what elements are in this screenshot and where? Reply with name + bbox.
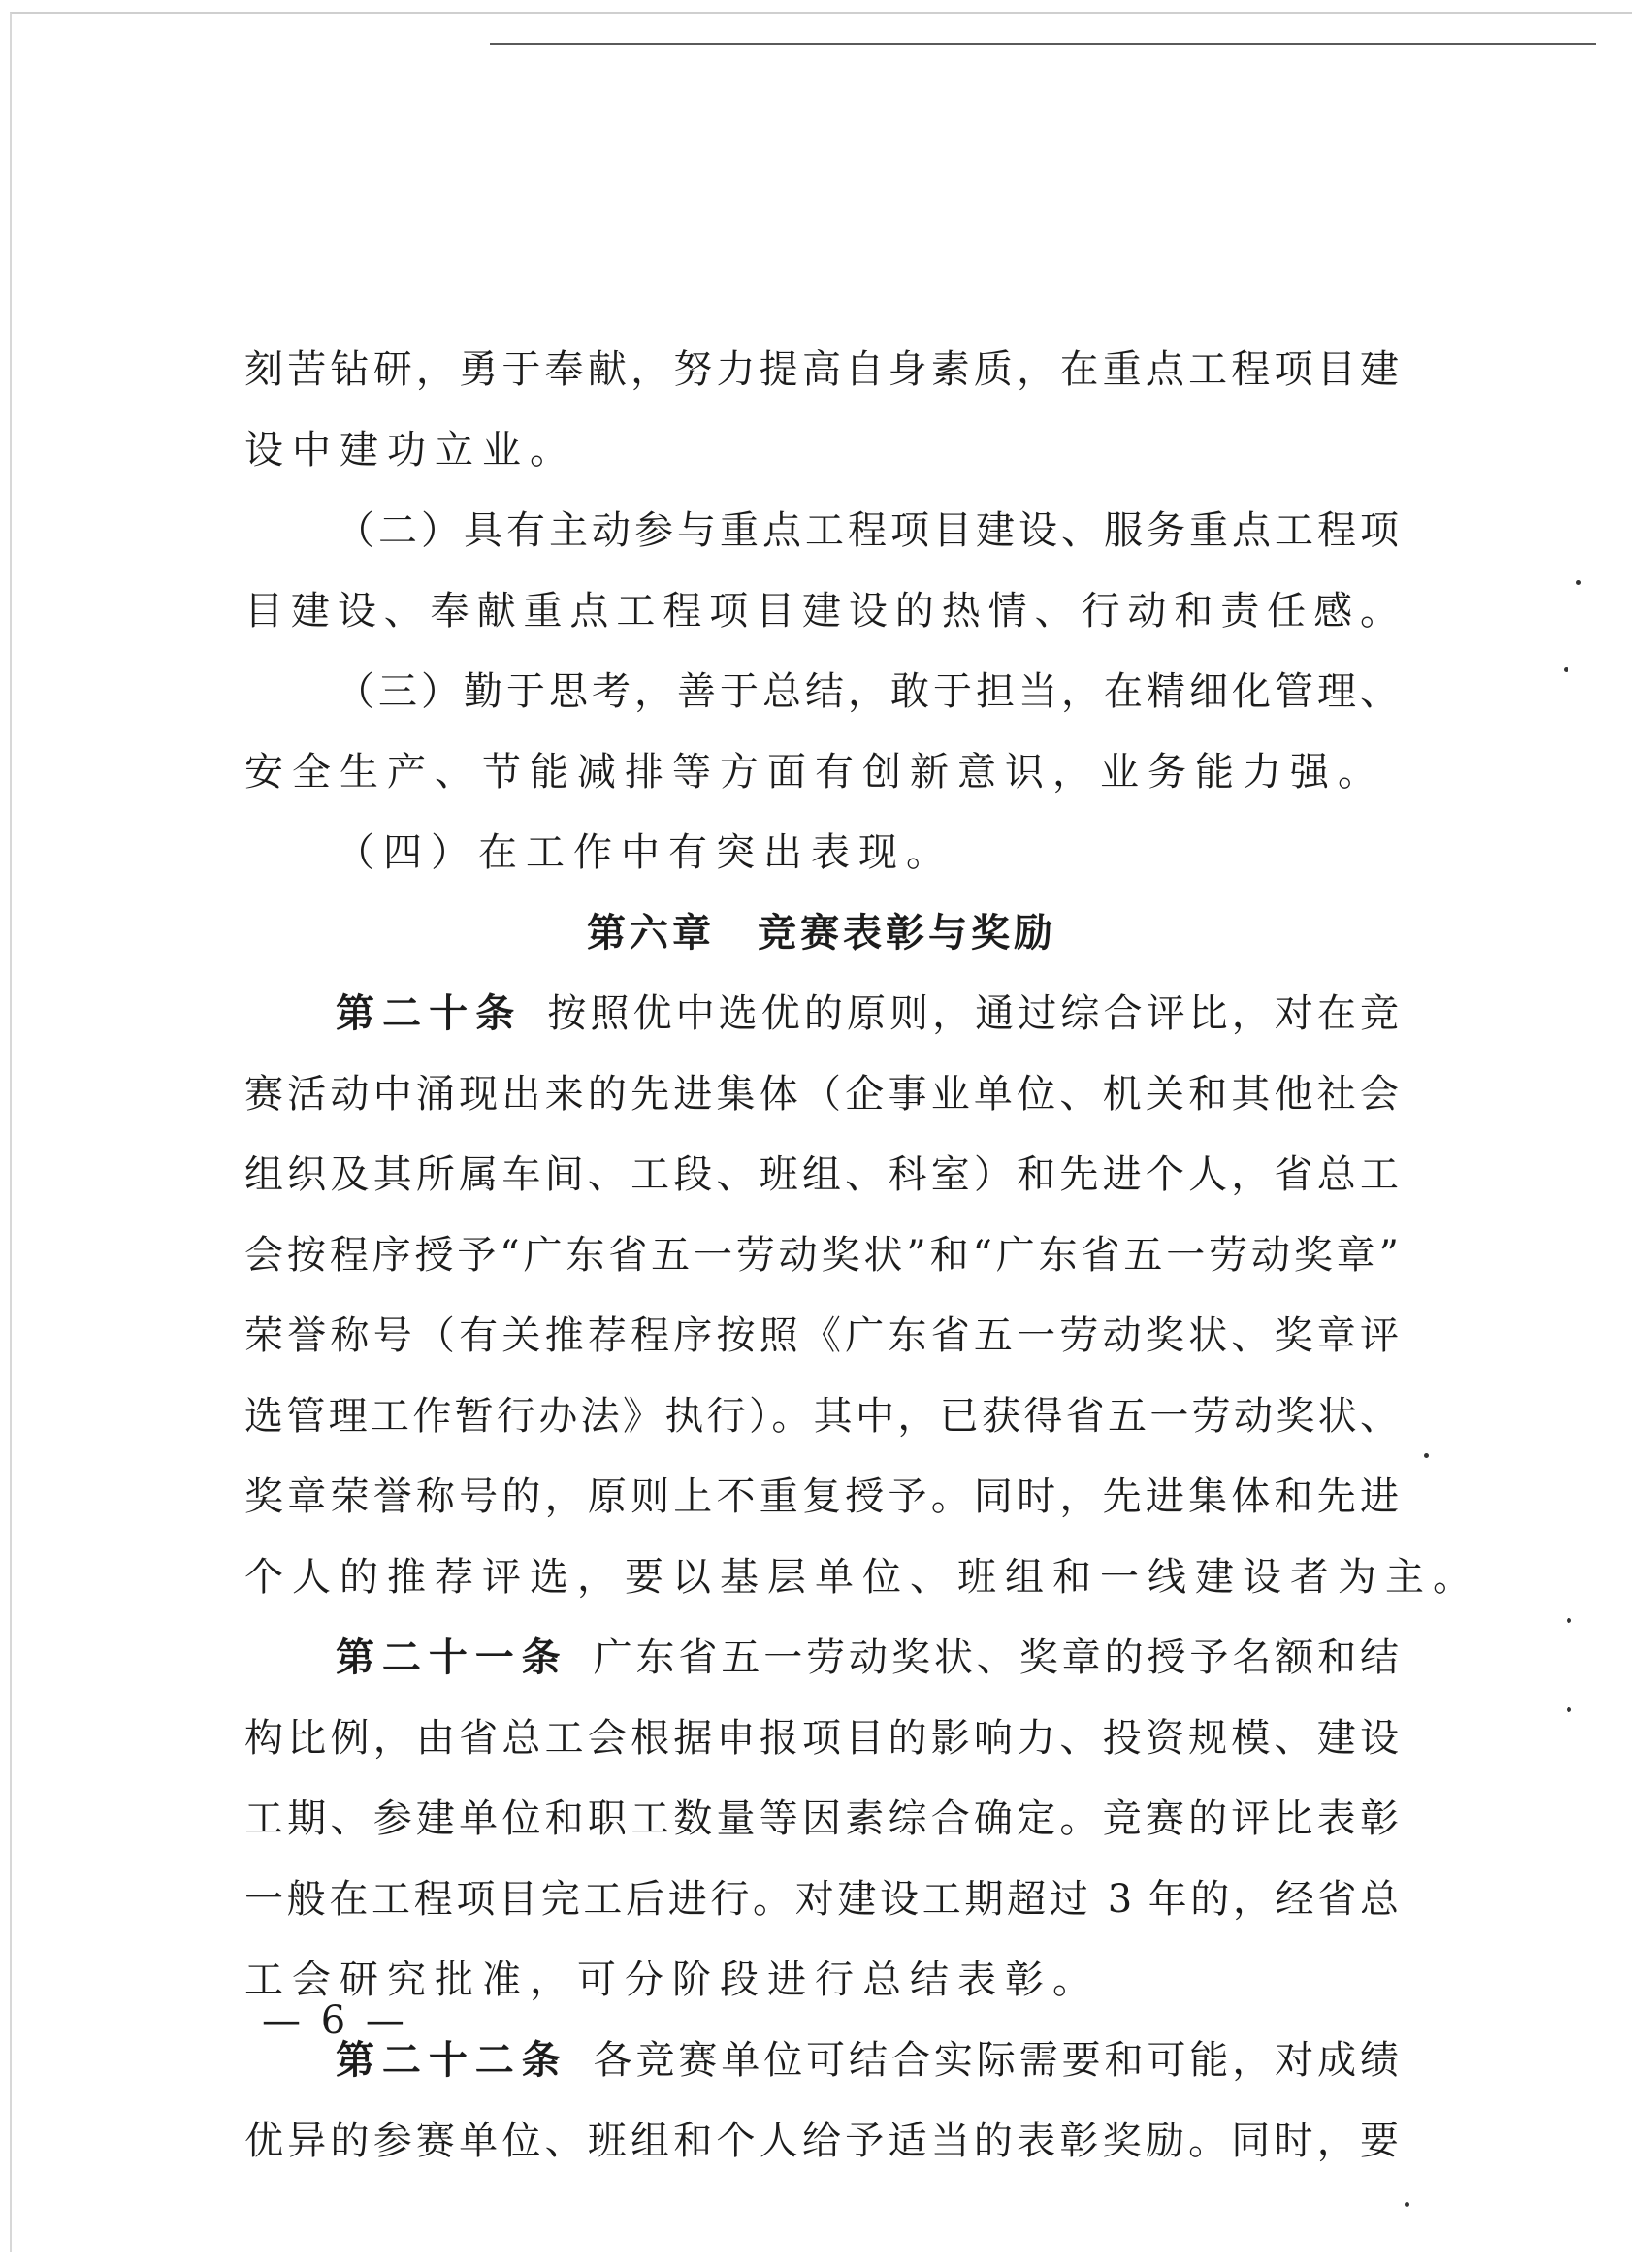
item-three: （三）勤于思考，善于总结，敢于担当，在精细化管理、: [336, 669, 1399, 714]
document-body: [244, 330, 1480, 2182]
article-20-label: 第二十条: [336, 991, 523, 1036]
text-line: 组织及其所属车间、工段、班组、科室）和先进个人，省总工: [244, 1152, 1399, 1197]
article-22-text: 各竞赛单位可结合实际需要和可能，对成绩: [593, 2038, 1400, 2083]
item-four: （四）在工作中有突出表现。: [336, 830, 954, 875]
article-21-label: 第二十一条: [336, 1636, 568, 1680]
scan-speck: [1405, 2202, 1409, 2207]
text-line: 选管理工作暂行办法》执行）。其中，已获得省五一劳动奖状、: [244, 1394, 1399, 1439]
text-line: 荣誉称号（有关推荐程序按照《广东省五一劳动奖状、奖章评: [244, 1313, 1399, 1358]
text-line: 一般在工程项目完工后进行。对建设工期超过 3 年的，经省总: [244, 1877, 1399, 1922]
text-line: 奖章荣誉称号的，原则上不重复授予。同时，先进集体和先进: [244, 1474, 1399, 1519]
scan-speck: [1424, 1453, 1429, 1458]
text-line: 会按程序授予“广东省五一劳动奖状”和“广东省五一劳动奖章”: [244, 1233, 1399, 1278]
scan-speck: [1564, 667, 1568, 672]
article-21-first-line: [244, 1618, 1399, 1699]
text-line: 设中建功立业。: [244, 428, 577, 472]
article-22-first-line: [244, 2021, 1399, 2101]
text-line: 个人的推荐评选，要以基层单位、班组和一线建设者为主。: [244, 1555, 1480, 1600]
article-20-text: 按照优中选优的原则，通过综合评比，对在竞: [547, 991, 1400, 1036]
article-21-text: 广东省五一劳动奖状、奖章的授予名额和结: [593, 1636, 1400, 1680]
text-line: 赛活动中涌现出来的先进集体（企事业单位、机关和其他社会: [244, 1072, 1399, 1117]
scan-speck: [1567, 1707, 1571, 1712]
scan-speck: [1576, 580, 1581, 585]
article-20-first-line: [244, 974, 1399, 1054]
text-line: 目建设、奉献重点工程项目建设的热情、行动和责任感。: [244, 589, 1399, 633]
text-line: 刻苦钻研，勇于奉献，努力提高自身素质，在重点工程项目建: [244, 347, 1399, 392]
text-line: 安全生产、节能减排等方面有创新意识，业务能力强。: [244, 750, 1385, 794]
article-22-label: 第二十二条: [336, 2038, 568, 2083]
text-line: 优异的参赛单位、班组和个人给予适当的表彰奖励。同时，要: [244, 2119, 1399, 2163]
text-line: 工会研究批准，可分阶段进行总结表彰。: [244, 1958, 1100, 2002]
item-two: （二）具有主动参与重点工程项目建设、服务重点工程项: [336, 508, 1399, 553]
text-line: 构比例，由省总工会根据申报项目的影响力、投资规模、建设: [244, 1716, 1399, 1761]
scan-speck: [1567, 1618, 1571, 1623]
text-line: 工期、参建单位和职工数量等因素综合确定。竞赛的评比表彰: [244, 1797, 1399, 1841]
page-number: — 6 —: [262, 1998, 408, 2043]
top-rule: [490, 43, 1596, 45]
chapter-title: 第六章 竞赛表彰与奖励: [587, 911, 1056, 956]
